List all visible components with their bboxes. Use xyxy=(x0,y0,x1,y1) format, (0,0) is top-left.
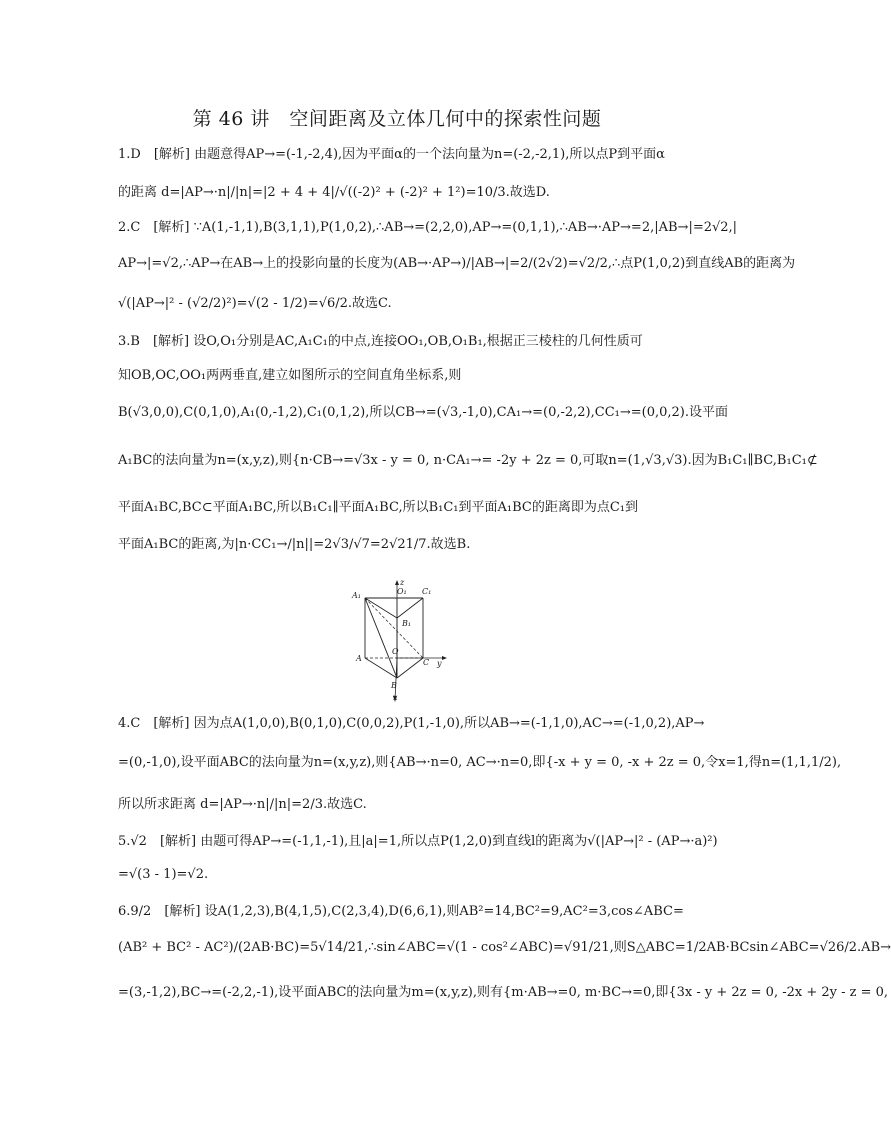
text-line: 平面A₁BC的距离,为|n·CC₁→/|n||=2√3/√7=2√21/7.故选B. xyxy=(118,537,471,552)
label-x: x xyxy=(393,693,398,702)
label-c1: C₁ xyxy=(422,587,432,596)
text-line: 知OB,OC,OO₁两两垂直,建立如图所示的空间直角坐标系,则 xyxy=(118,368,462,383)
text-line: 6.9/2 [解析] 设A(1,2,3),B(4,1,5),C(2,3,4),D(6,6,1),则AB²=14,BC²=9,AC²=3,cos∠ABC= xyxy=(118,904,684,919)
text-line: (AB² + BC² - AC²)/(2AB·BC)=5√14/21,∴sin∠ABC=√(1 - cos²∠ABC)=√91/21,则S△ABC=1/2AB·BCsin∠ABC=√26/2.AB→ xyxy=(118,940,891,955)
label-b1: B₁ xyxy=(402,619,412,628)
text-line: =√(3 - 1)=√2. xyxy=(118,867,209,882)
text-line: B(√3,0,0),C(0,1,0),A₁(0,-1,2),C₁(0,1,2),所以CB→=(√3,-1,0),CA₁→=(0,-2,2),CC₁→=(0,0,2).设平面 xyxy=(118,405,728,420)
label-a: A xyxy=(356,654,362,663)
label-a1: A₁ xyxy=(352,591,361,600)
page-title: 第 46 讲 空间距离及立体几何中的探索性问题 xyxy=(192,108,602,130)
text-line: 所以所求距离 d=|AP→·n|/|n|=2/3.故选C. xyxy=(118,797,367,812)
text-line: 4.C [解析] 因为点A(1,0,0),B(0,1,0),C(0,0,2),P(1,-1,0),所以AB→=(-1,1,0),AC→=(-1,0,2),AP→ xyxy=(118,716,705,731)
text-line: 平面A₁BC,BC⊂平面A₁BC,所以B₁C₁∥平面A₁BC,所以B₁C₁到平面A₁BC的距离即为点C₁到 xyxy=(118,500,639,515)
prism-figure xyxy=(345,578,450,703)
triangular-prism-diagram xyxy=(345,578,450,703)
text-line: AP→|=√2,∴AP→在AB→上的投影向量的长度为(AB→·AP→)/|AB→|=2/(2√2)=√2/2,∴点P(1,0,2)到直线AB的距离为 xyxy=(118,256,796,271)
label-o: O xyxy=(392,647,399,656)
text-line: 5.√2 [解析] 由题可得AP→=(-1,1,-1),且|a|=1,所以点P(1,2,0)到直线l的距离为√(|AP→|² - (AP→·a)²) xyxy=(118,834,718,849)
label-b: B xyxy=(391,681,397,690)
text-line: 2.C [解析] ∵A(1,-1,1),B(3,1,1),P(1,0,2),∴AB→=(2,2,0),AP→=(0,1,1),∴AB→·AP→=2,|AB→|=2√2,| xyxy=(118,220,738,235)
text-line: =(0,-1,0),设平面ABC的法向量为n=(x,y,z),则{AB→·n=0, AC→·n=0,即{-x + y = 0, -x + 2z = 0,令x=1,得n=(1,1,1/2), xyxy=(118,755,842,770)
text-line: A₁BC的法向量为n=(x,y,z),则{n·CB→=√3x - y = 0, n·CA₁→= -2y + 2z = 0,可取n=(1,√3,√3).因为B₁C₁∥BC,B₁C₁⊄ xyxy=(118,453,818,468)
label-c: C xyxy=(423,658,430,667)
text-line: 1.D [解析] 由题意得AP→=(-1,-2,4),因为平面α的一个法向量为n=(-2,-2,1),所以点P到平面α xyxy=(118,147,665,162)
label-z: z xyxy=(400,578,405,587)
label-o1: O₁ xyxy=(397,587,407,596)
text-line: 3.B [解析] 设O,O₁分别是AC,A₁C₁的中点,连接OO₁,OB,O₁B₁,根据正三棱柱的几何性质可 xyxy=(118,334,643,349)
label-y: y xyxy=(437,659,442,668)
text-line: 的距离 d=|AP→·n|/|n|=|2 + 4 + 4|/√((-2)² + (-2)² + 1²)=10/3.故选D. xyxy=(118,185,550,200)
text-line: =(3,-1,2),BC→=(-2,2,-1),设平面ABC的法向量为m=(x,y,z),则有{m·AB→=0, m·BC→=0,即{3x - y + 2z = 0, -2x + 2y - z = 0, xyxy=(118,985,889,1000)
text-line: √(|AP→|² - (√2/2)²)=√(2 - 1/2)=√6/2.故选C. xyxy=(118,296,392,311)
